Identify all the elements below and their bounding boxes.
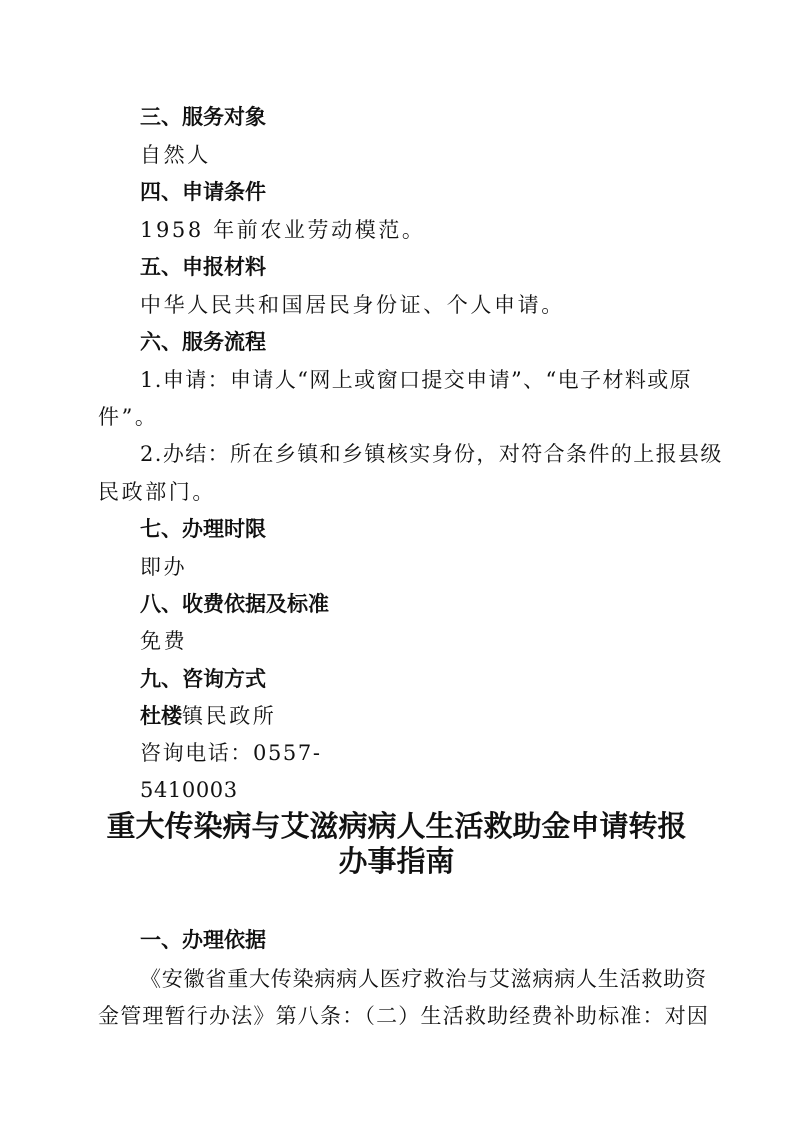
fees-text: 免费	[140, 629, 188, 653]
section-heading-fees: 八、收费依据及标准	[140, 592, 329, 616]
section-heading-materials: 五、申报材料	[140, 255, 266, 279]
contact-phone-number: 5410003	[140, 778, 238, 802]
section-heading-service-target: 三、服务对象	[140, 105, 266, 129]
section-heading-basis: 一、办理依据	[140, 928, 266, 952]
section-heading-time-limit: 七、办理时限	[140, 517, 266, 541]
section-heading-conditions: 四、申请条件	[140, 180, 266, 204]
service-target-text: 自然人	[140, 143, 211, 167]
basis-text-line-2: 金管理暂行办法》第八条：（二）生活救助经费补助标准：对因	[98, 1004, 710, 1028]
process-step-2-line-1: 2.办结：所在乡镇和乡镇核实身份，对符合条件的上报县级	[140, 442, 723, 466]
process-step-2-line-2: 民政部门。	[98, 480, 216, 504]
conditions-text: 1958 年前农业劳动模范。	[140, 218, 426, 242]
contact-office	[140, 703, 276, 729]
process-step-1-line-1: 1.申请：申请人“网上或窗口提交申请”、“电子材料或原	[140, 368, 693, 392]
section-heading-contact: 九、咨询方式	[140, 667, 266, 691]
guide-title-line-1: 重大传染病与艾滋病病人生活救助金申请转报	[106, 809, 687, 843]
materials-text: 中华人民共和国居民身份证、个人申请。	[140, 293, 565, 317]
contact-phone-label: 咨询电话：0557-	[140, 741, 322, 765]
basis-text-line-1: 《安徽省重大传染病病人医疗救治与艾滋病病人生活救助资	[140, 967, 707, 991]
process-step-1-line-2: 件”。	[98, 405, 159, 429]
time-limit-text: 即办	[140, 555, 188, 579]
section-heading-process: 六、服务流程	[140, 330, 266, 354]
guide-title-line-2: 办事指南	[338, 844, 455, 878]
contact-office-name: 镇民政所	[182, 704, 277, 728]
contact-office-town: 杜楼	[140, 704, 182, 728]
